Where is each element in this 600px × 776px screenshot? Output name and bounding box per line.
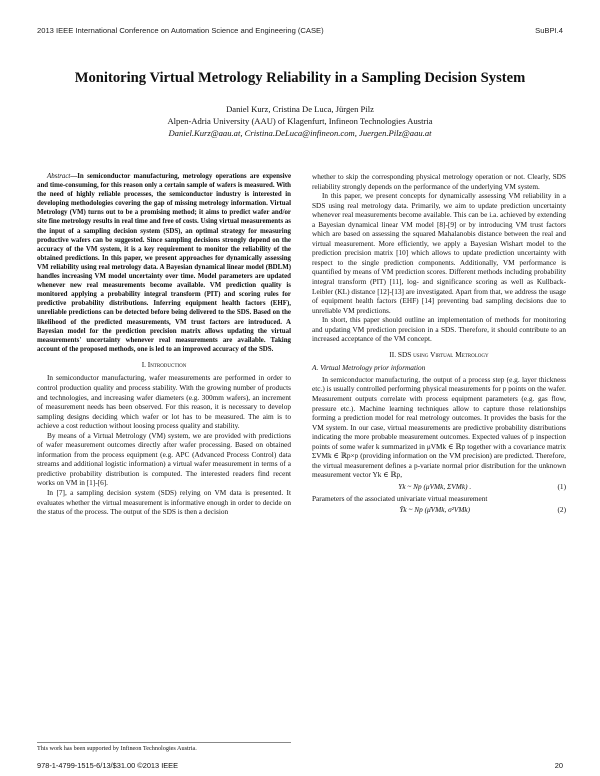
section-heading-introduction: I. Introduction (141, 359, 187, 369)
left-column (37, 172, 291, 517)
author-affiliation: Alpen-Adria University (AAU) of Klagenfurt, Infineon Technologies Austria (167, 116, 433, 126)
equation-1-formula: Yk ~ Np (μVMk, ΣVMk) . (398, 481, 472, 491)
right-column (312, 172, 566, 517)
equation-2-number: (2) (557, 505, 566, 515)
page-number: 20 (554, 761, 563, 770)
isbn-footer: 978-1-4799-1515-6/13/$31.00 ©2013 IEEE (37, 761, 179, 770)
equation-2-formula: Ȳk ~ Np (μ̄VMk, σ²VMk) (399, 505, 471, 515)
conference-header: 2013 IEEE International Conference on Automation Science and Engineering (CASE) (37, 26, 324, 35)
equation-1-number: (1) (557, 481, 566, 491)
sds-paragraph-1: In semiconductor manufacturing, the output of a process step (e.g. layer thickness etc.) is usually controlled performing physical measurements for p points on the wafer. Measurement outputs correlate with process equipment parameters (e.g. gas flow, pressure etc.). Machine learning techniques allow to capture those relationships forming a prediction model for real metrology outcomes. It provides the basis for the VM system. In our case, virtual measurements are predictive probability distributions indicating the more probable measurement outcomes. Expected values of p inspection points of some wafer k summarized in μVMk ∈ ℝp together with a covariance matrix ΣVMk ∈ ℝp×p (providing information on the VM precision) are predicted. Therefore, the virtual measurement defines a p-variate normal prior distribution for the unknown measurement vector Yk ∈ ℝp, (312, 374, 566, 480)
subsection-heading-vm-prior: A. Virtual Metrology prior information (312, 363, 426, 373)
right-paragraph-3: In short, this paper should outline an implementation of methods for monitoring and updating VM prediction precision in a SDS. Therefore, it should contribute to an increased acceptance of the VM concept. (312, 315, 566, 344)
author-names: Daniel Kurz, Cristina De Luca, Jürgen Pilz (226, 104, 374, 114)
right-paragraph-2: In this paper, we present concepts for dynamically assessing VM reliability in a SDS using real metrology data. Primarily, we aim to update prediction uncertainty whenever real measurements become available. This can be i.a. achieved by extending a Bayesian dynamical linear VM model [8]-[9] or by introducing VM trust factors which are based on assessing the squared Mahalanobis distance between the real and virtual measurement. More efficiently, we apply a Bayesian Wishart model to the prediction precision matrix [10] which allows to update prediction uncertainty with respect to the single prediction components. Additionally, VM performance is quantified by means of VM prediction scores. Different methods including probability integral transform (PIT) [11], log- and significance scoring as well as Kullback-Leibler (KL) distance [12]-[13] are investigated. Apart from that, we address the usage of equipment health factors (EHF) [14] preventing bad sampling decisions due to unreliable VM predictions. (312, 191, 566, 315)
author-block (20, 103, 580, 139)
equation-2 (312, 505, 566, 515)
sds-paragraph-2: Parameters of the associated univariate virtual measurement (312, 493, 488, 503)
intro-paragraph-3: In [7], a sampling decision system (SDS) relying on VM data is presented. It evaluates whether the virtual measurement is informative enough in order to decide on the status of the process. The output of the SDS is then a decision (37, 487, 291, 517)
section-heading-sds: II. SDS using Virtual Metrology (389, 349, 489, 359)
intro-paragraph-2: By means of a Virtual Metrology (VM) system, we are provided with predictions of wafer measurement outcomes directly after wafer processing. Based on obtained information from the process equipment (e.g. APC (Advanced Process Control) data streams and additional logistic information) a virtual wafer measurement in terms of a predictive probability distribution is computed. The interested readers find recent works on VM in [1]-[6]. (37, 430, 291, 488)
footnote: This work has been supported by Infineon Technologies Austria. (37, 742, 291, 752)
right-paragraph-1: whether to skip the corresponding physical metrology operation or not. Clearly, SDS reliability strongly depends on the performance of the underlying VM system. (312, 172, 566, 191)
author-emails: Daniel.Kurz@aau.at, Cristina.DeLuca@infineon.com, Juergen.Pilz@aau.at (168, 128, 432, 138)
abstract-label: Abstract (47, 173, 71, 180)
intro-paragraph-1: In semiconductor manufacturing, wafer measurements are performed in order to control production quality and process stability. With the growing number of products and technologies, and increasing wafer diameters (e.g. 300mm wafers), an increment of measurement needs has been observed. For this reason, it is necessary to develop sampling designs deciding which wafer or lot has to be measured. The aim is to achieve a cost reduction without loosing process quality and stability. (37, 373, 291, 431)
paper-title: Monitoring Virtual Metrology Reliability in a Sampling Decision System (74, 70, 526, 86)
equation-1 (312, 482, 566, 492)
abstract (37, 172, 291, 354)
session-id: SuBPI.4 (535, 26, 563, 35)
abstract-text: —In semiconductor manufacturing, metrology operations are expensive and time-consuming, for this reason only a certain sample of wafers is measured. With the need of highly reliable processes, the semiconductor industry is interested in developing methodologies covering the gap of missing metrology information. Virtual Metrology (VM) turns out to be a promising method; it aims to predict wafer and/or site fine metrology results in real time and free of costs. Using virtual measurements as the input of a sampling decision system (SDS), an optimal strategy for measuring productive wafers can be suggested. Since sampling decisions strongly depend on the accuracy of the VM system, it is a key requirement to monitor the reliability of the obtained predictions. In this paper, we present approaches for dynamically assessing VM reliability using real metrology data. A Bayesian dynamical linear model (BDLM) handles increasing VM model uncertainty over time. Model parameters are updated whenever new real measurements become available. VM prediction quality is monitored applying a probability integral transform (PIT) and scoring rules for predictive probability distributions. Inferring equipment health factors (EHF), unreliable predictions can be detected before being delivered to the SDS. Based on the likelihood of the predicted measurements, VM trust factors are introduced. A Bayesian model for the prediction precision matrix allows updating the virtual measurements' uncertainty whenever real measurements are available. Taking account of the proposed methods, one is led to an improved accuracy of the SDS. (37, 173, 291, 353)
